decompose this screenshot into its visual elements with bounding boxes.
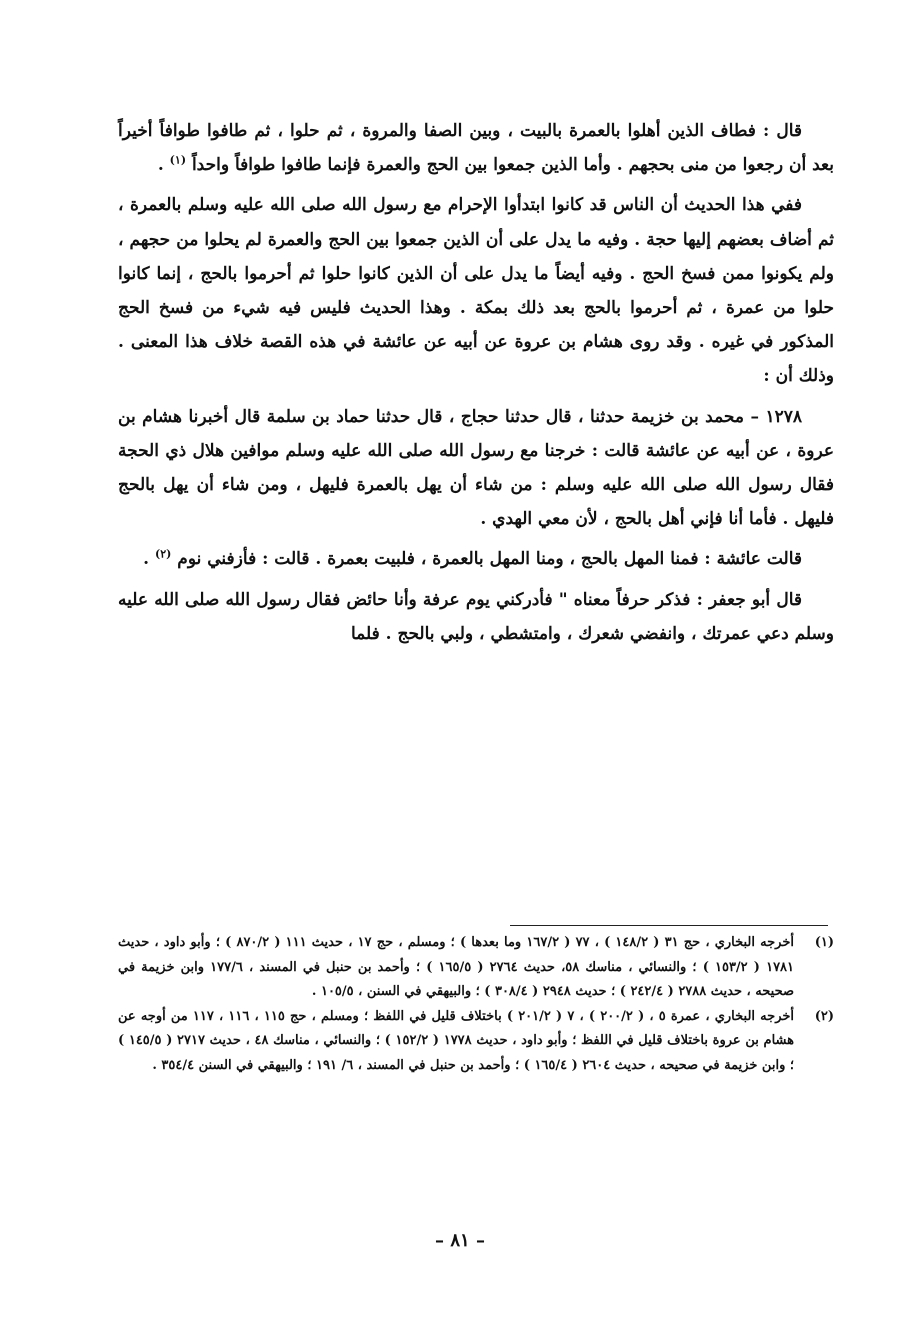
footnote-2 [118, 1005, 834, 1079]
paragraph-1-text: قال : فطاف الذين أهلوا بالعمرة بالبيت ، وبين الصفا والمروة ، ثم حلوا ، ثم طافوا طوافاً أخيراً بعد أن رجعوا من منى بحجهم . وأما الذين جمعوا بين الحج والعمرة فإنما طافوا طوافاً واحداً [118, 121, 834, 176]
hadith-1278: ١٢٧٨ – محمد بن خزيمة حدثنا ، قال حدثنا حجاج ، قال حدثنا حماد بن سلمة قال أخبرنا هشام بن عروة ، عن أبيه عن عائشة قالت : خرجنا مع رسول الله صلى الله عليه وسلم موافين هلال ذي الحجة فقال رسول الله صلى الله عليه وسلم : من شاء أن يهل بالعمرة فليهل ، ومن شاء أن يهل بالحج فليهل . فأما أنا فإني أهل بالحج ، لأن معي الهدي . [118, 406, 834, 530]
footnote-separator [510, 925, 828, 926]
footnote-1 [118, 931, 834, 1005]
footnote-ref-1[interactable]: (١) [169, 153, 187, 167]
main-text [118, 114, 834, 657]
paragraph-1-end: . [157, 155, 170, 176]
footnote-marker: (٢) [814, 1008, 834, 1024]
paragraph-4-end: . [143, 549, 156, 570]
paragraph-2: ففي هذا الحديث أن الناس قد كانوا ابتدأوا الإحرام مع رسول الله صلى الله عليه وسلم بالعمرة ، ثم أضاف بعضهم إليها حجة . وفيه ما يدل على أن الذين جمعوا بين الحج والعمرة لم يحلوا من حجهم ، ولم يكونوا ممن فسخ الحج . وفيه أيضاً ما يدل على أن الذين كانوا حلوا ثم أحرموا بالحج ، إنما كانوا حلوا من عمرة ، ثم أحرموا بالحج بعد ذلك بمكة . وهذا الحديث فليس فيه شيء من فسخ الحج المذكور في غيره . وقد روى هشام بن عروة عن أبيه عن عائشة في هذه القصة خلاف هذا المعنى . وذلك أن : [118, 195, 834, 387]
paragraph-4 [118, 542, 834, 576]
footnote-marker: (١) [814, 935, 834, 950]
paragraph-1 [118, 114, 834, 182]
page-number: – ٨١ – [435, 1230, 485, 1251]
footnotes [118, 931, 834, 1078]
footnote-text: أخرجه البخاري ، عمرة ٥ ، ( ٢٠٠/٢ ) ، ٧ ( ٢٠١/٢ ) باختلاف قليل في اللفظ ؛ ومسلم ، حج ١١٥ ، ١١٦ ، ١١٧ من أوجه عن هشام بن عروة باختلاف قليل في اللفظ ؛ وأبو داود ، حديث ١٧٧٨ ( ١٥٢/٢ ) ؛ والنسائي ، مناسك ٤٨ ، حديث ٢٧١٧ ( ١٤٥/٥ ) ؛ وابن خزيمة في صحيحه ، حديث ٢٦٠٤ ( ١٦٥/٤ ) ؛ وأحمد بن حنبل في المسند ، ٦/ ١٩١ ؛ والبيهقي في السنن ٣٥٤/٤ . [118, 1008, 795, 1073]
paragraph-5: قال أبو جعفر : فذكر حرفاً معناه " فأدركني يوم عرفة وأنا حائض فقال رسول الله صلى الله عليه وسلم دعي عمرتك ، وانفضي شعرك ، وامتشطي ، ولبي بالحج . فلما [118, 589, 834, 644]
footnote-ref-2[interactable]: (٢) [155, 547, 172, 561]
paragraph-4-text: قالت عائشة : فمنا المهل بالحج ، ومنا المهل بالعمرة ، فلبيت بعمرة . قالت : فأزفني نوم [177, 549, 802, 570]
footnote-text: أخرجه البخاري ، حج ٣١ ( ١٤٨/٢ ) ، ٧٧ ( ١٦٧/٢ وما بعدها ) ؛ ومسلم ، حج ١٧ ، حديث ١١١ ( ٨٧٠/٢ ) ؛ وأبو داود ، حديث ١٧٨١ ( ١٥٣/٢ ) ؛ والنسائي ، مناسك ٥٨، حديث ٢٧٦٤ ( ١٦٥/٥ ) ؛ وأحمد بن حنبل في المسند ، ١٧٧/٦ وابن خزيمة في صحيحه ، حديث ٢٧٨٨ ( ٢٤٢/٤ ) ؛ حديث ٢٩٤٨ ( ٣٠٨/٤ ) ؛ والبيهقي في السنن ، ١٠٥/٥ . [118, 935, 795, 999]
